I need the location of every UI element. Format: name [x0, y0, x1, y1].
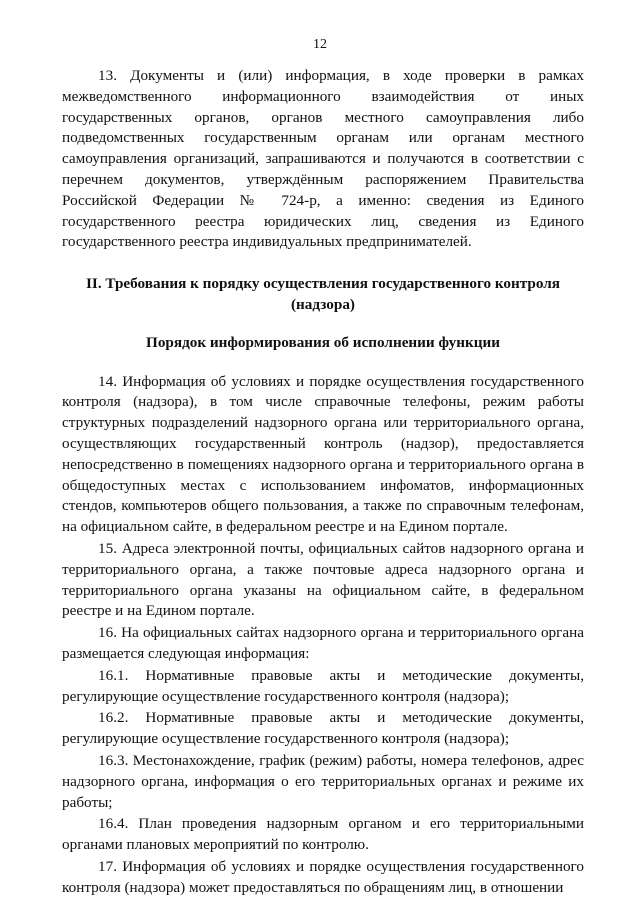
document-body — [62, 66, 584, 898]
paragraph-16: 16. На официальных сайтах надзорного органа и территориального органа размещается следующая информация: — [62, 624, 584, 662]
spacer — [62, 354, 584, 372]
page-number: 12 — [313, 37, 327, 52]
paragraph-13: 13. Документы и (или) информация, в ходе проверки в рамках межведомственного информационного взаимодействия от иных государственных органов, органов местного самоуправления либо подведомственных государственным органам или органам местного самоуправления организаций, запрашиваются и получаются в соответствии с перечнем документов, утверждённым распоряжением Правительства Российской Федерации № 724-р, а именно: сведения из Единого государственного реестра юридических лиц, сведения из Единого государственного реестра индивидуальных предпринимателей. — [62, 67, 584, 251]
spacer — [62, 253, 584, 274]
paragraph-16-3: 16.3. Местонахождение, график (режим) работы, номера телефонов, адрес надзорного органа, информация о его территориальных органах и режиме их работы; — [62, 751, 584, 811]
paragraph-14: 14. Информация об условиях и порядке осуществления государственного контроля (надзора), в том числе справочные телефоны, режим работы структурных подразделений надзорного органа или территориального органа, осуществляющих государственный контроль (надзор), предоставляется непосредственно в помещениях надзорного органа и территориального органа в общедоступных местах с использованием инфоматов, информационных стендов, компьютеров общего пользования, а также по справочным телефонам, на официальном сайте, в федеральном реестре и на Едином портале. — [62, 372, 584, 536]
spacer — [62, 316, 584, 333]
paragraph-16-4: 16.4. План проведения надзорным органом и его территориальными органами плановых мероприятий по контролю. — [62, 815, 584, 854]
paragraph-15: 15. Адреса электронной почты, официальных сайтов надзорного органа и территориального органа, а также почтовые адреса надзорного органа и территориального органа указаны на официальном сайте, в федеральном реестре и на Едином портале. — [62, 539, 584, 620]
paragraph-16-1: 16.1. Нормативные правовые акты и методические документы, регулирующие осуществление государственного контроля (надзора); — [62, 666, 584, 705]
subsection-heading: Порядок информирования об исполнении функции — [146, 333, 500, 351]
paragraph-16-2: 16.2. Нормативные правовые акты и методические документы, регулирующие осуществление государственного контроля (надзора); — [62, 709, 584, 748]
section-heading: II. Требования к порядку осуществления государственного контроля (надзора) — [86, 275, 560, 313]
paragraph-17: 17. Информация об условиях и порядке осуществления государственного контроля (надзора) может предоставляться по обращениям лиц, в отношении — [62, 857, 584, 896]
